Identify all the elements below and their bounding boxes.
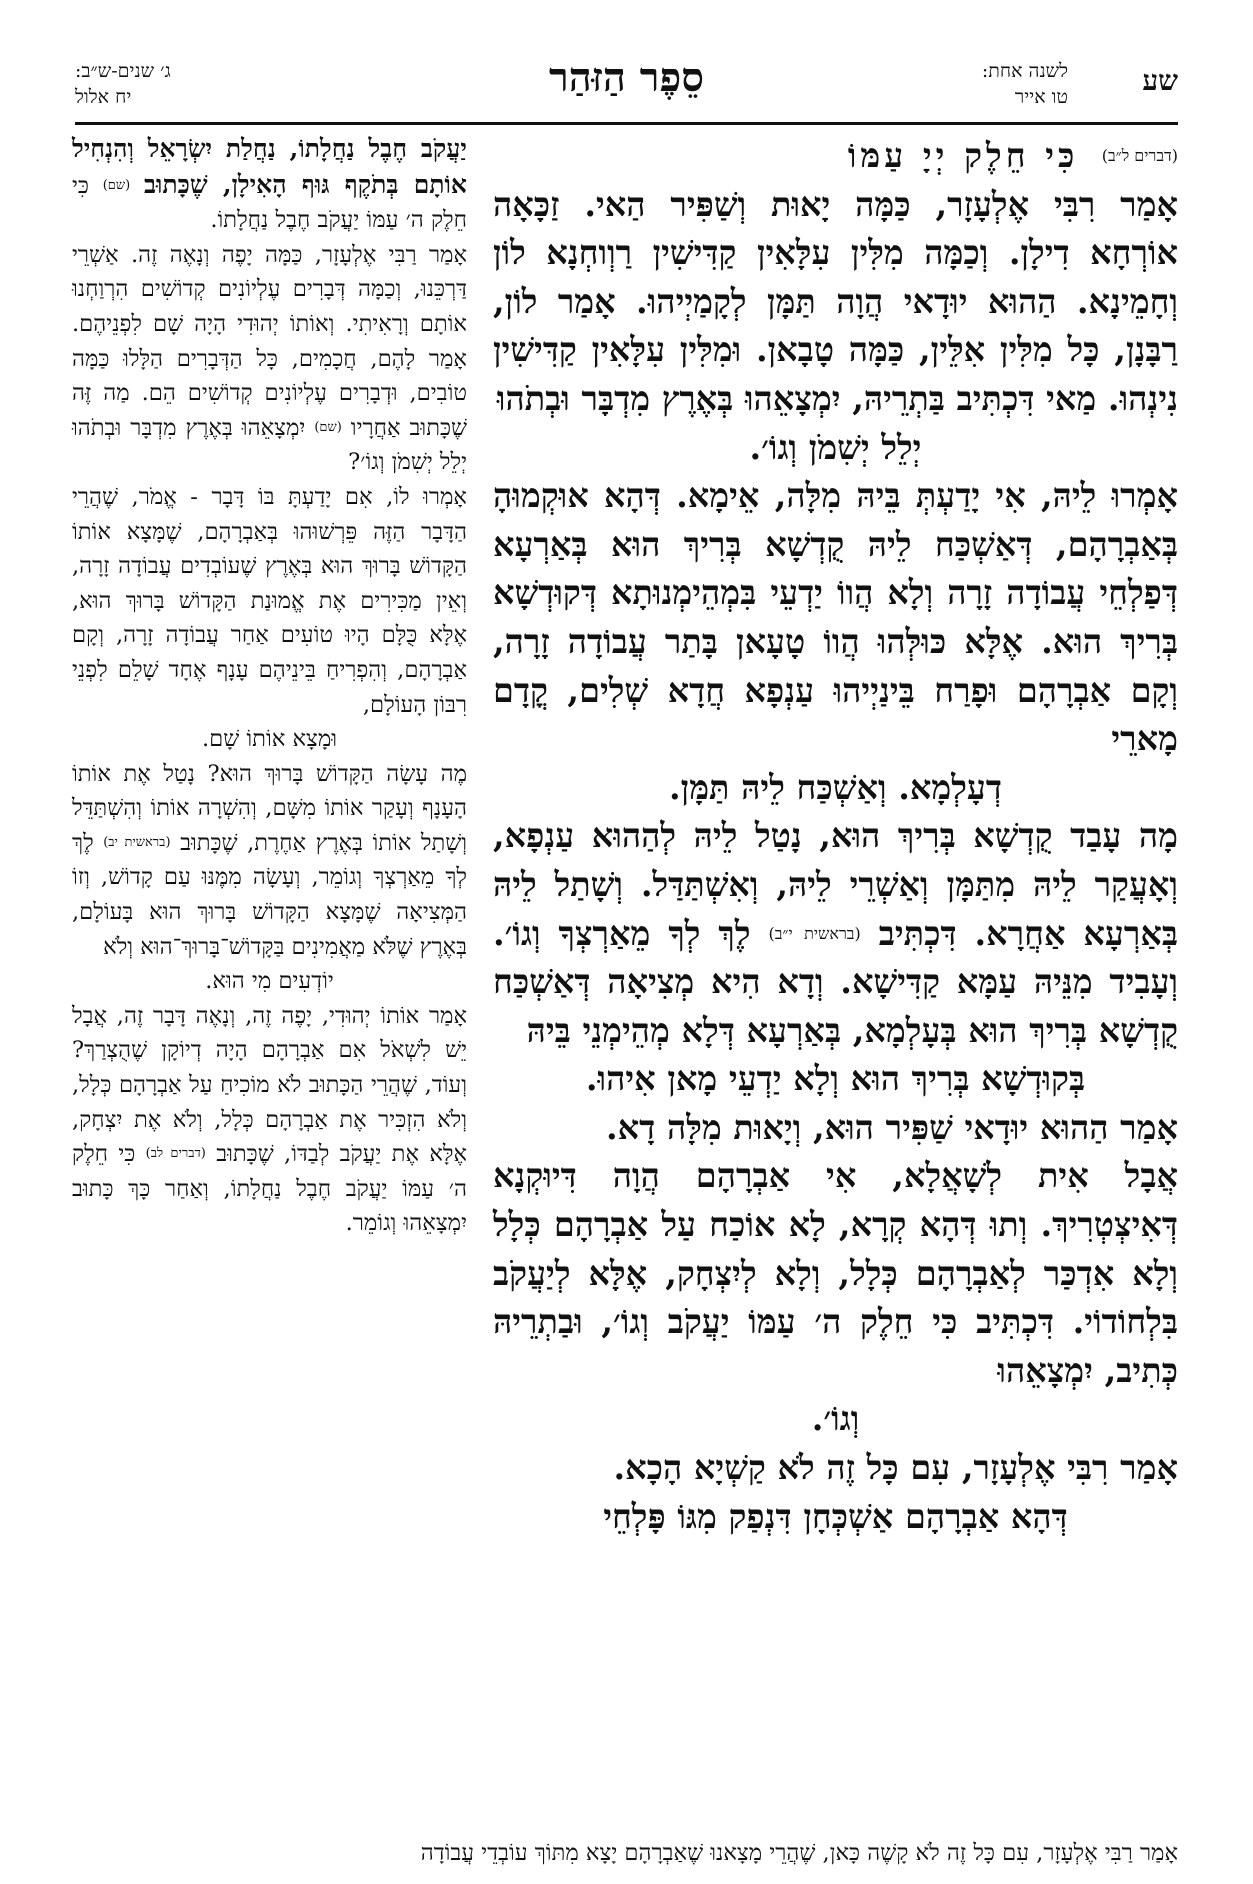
paragraph: אָמַר רִבִּי אֶלְעָזָר, עִם כָּל זֶה לֹא קַשְׁיָא הָכָא. — [613, 1448, 1178, 1488]
paragraph-text: אָמַר רַבִּי אֶלְעָזָר, כַּמָּה יָפֶה וְנָאֶה זֶה. אַשְׁרֵי דַּרְכֵּנוּ, וְכַמָּה דְּבָרִים עֶלְיוֹנִים קְדוֹשִׁים הִרְוַחְנוּ אוֹתָם וְרָאִיתִי. וְאוֹתוֹ יְהוּדִי הָיָה שָׁם לִפְנֵיהֶם. אָמַר לָהֶם, חֲכָמִים, כָּל הַדְּבָרִים הַלָּלוּ כַּמָּה טוֹבִים, וּדְבָרִים עֶלְיוֹנִים קְדוֹשִׁים הֵם. מַה זֶּה שֶׁכָּתוּב אַחֲרָיו — [72, 241, 468, 441]
paragraph-text: מָה עָבַד קֻדְשָׁא בְּרִיךְ הוּא, נָטַל לֵיהּ לְהַהוּא עַנְפָא, וְאָעֲקַר לֵיהּ מִתַּמָּן וְאַשְׁרֵי לֵיהּ, וְאִשְׁתַּדַּל. וְשָׁתַל לֵיהּ בְּאַרְעָא אַחֲרָא. דִּכְתִּיב — [493, 816, 1178, 953]
paragraph-text: אָמַר אוֹתוֹ יְהוּדִי, יָפֶה זֶה, וְנָאֶה דָּבָר זֶה, אֲבָל יֵשׁ לִשְׁאֹל אִם אַבְרָהָם הָיָה דְיוֹקָן שֶׁהֻצְרַךְ? וְעוֹד, שֶׁהֲרֵי הַכָּתוּב לֹא מוֹכִיחַ עַל אַבְרָהָם כְּלָל, וְלֹא הִזְכִּיר אֶת אַבְרָהָם כְּלָל, וְלֹא אֶת יִצְחָק, אֶלָּא אֶת יַעֲקֹב לְבַדּוֹ, שֶׁכָּתוּב — [72, 1002, 468, 1168]
paragraph-text: כִּי חֵלֶק ה׳ עַמּוֹ יַעֲקֹב חֶבֶל נַחֲלָתוֹ. — [72, 172, 467, 234]
paragraph-end: בְּקוּדְשָׁא בְּרִיךְ הוּא וְלָא יַדְעֵי מָאן אִיהוּ. — [585, 1059, 1086, 1099]
paragraph-continued: דְּהָא אַבְרָהָם אַשְׁכְּחָן דִּנְפַק מִגּוֹ פָּלְחֵי — [603, 1496, 1068, 1536]
paragraph — [72, 999, 467, 1241]
paragraph-text: מֶה עָשָׂה הַקָּדוֹשׁ בָּרוּךְ הוּא? נָטַל אֶת אוֹתוֹ הָעָנָף וְעָקַר אוֹתוֹ מִשָּׁם, וְהִשְׁרָה אוֹתוֹ וְהִשְׁתַּדֵּל וְשָׁתַל אוֹתוֹ בְּאֶרֶץ אַחֶרֶת, שֶׁכָּתוּב — [72, 760, 468, 856]
citation: (בראשית יב) — [103, 834, 171, 850]
page-number: שע — [1142, 64, 1178, 97]
verse-head: כִּי חֵלֶק יְיָ עַמּוֹ — [847, 136, 1079, 175]
paragraph-end: דְעָלְמָא. וְאַשְׁכַּח לֵיהּ תַּמָּן. — [669, 767, 1002, 807]
paragraph-end: יוֹדְעִים מִי הוּא. — [205, 968, 334, 995]
paragraph: אָמְרוּ לוֹ, אִם יָדַעְתָּ בּוֹ דָּבָר - אֱמֹר, שֶׁהֲרֵי הַדָּבָר הַזֶּה פֵּרְשׁוּהוּ בְּאַבְרָהָם, שֶׁמָּצָא אוֹתוֹ הַקָּדוֹשׁ בָּרוּךְ הוּא בְּאֶרֶץ שֶׁעוֹבְדִים עֲבוֹדָה זָרָה, וְאֵין מַכִּירִים אֶת אֱמוּנַת הַקָּדוֹשׁ בָּרוּךְ הוּא, אֶלָּא כֻּלָּם הָיוּ טוֹעִים אַחַר עֲבוֹדָה זָרָה, וְקָם אַבְרָהָם, וְהִפְרִיחַ בֵּינֵיהֶם עָנָף אֶחָד שָׁלֵם לִפְנֵי רִבּוֹן הָעוֹלָם, — [72, 483, 467, 718]
paragraph — [72, 238, 467, 480]
paragraph-end: וְגוֹ׳. — [811, 1399, 860, 1439]
citation: (דברים לב) — [145, 1146, 206, 1162]
paragraph — [493, 812, 1178, 1055]
paragraph-text: אָמַר רִבִּי אֶלְעָזָר, כַּמָּה יָאוּת וְשַׁפִּיר הַאי. זַכָּאָה אוֹרְחָא דִילָן. וְכַמָּה מִלִּין עִלָּאִין קַדִּישִׁין רַוְוחְנָא לוֹן וְחָמֵינָא. הַהוּא יוּדָאי הֲוָה תַּמָּן לְקָמַיְיהוּ. אָמַר לוֹן, רַבָּנָן, כָּל מִלִּין אִלֵּין, כַּמָּה טָבָאן. וּמִלִּין עִלָּאִין קַדִּישִׁין נִינְהוּ. מַאי דִּכְתִּיב בַּתְרֵיהּ, יִמְצָאֵהוּ בְּאֶרֶץ מִדְבָּר וּבְתֹהוּ — [493, 184, 1178, 418]
three-year-date: יח אלול — [75, 86, 132, 108]
paragraph-text: לֶךְ לְךָ מֵאַרְצְךָ וְגוֹמֵר, וְעָשָׂה מִמֶּנּוּ עַם קָדוֹשׁ, וְזוֹ הַמְּצִיאָה שֶׁמָּצָא הַקָּדוֹשׁ בָּרוּךְ הוּא בָּעוֹלָם, בְּאֶרֶץ שֶׁלֹּא מַאֲמִינִים בַּקָּדוֹשׁ־בָּרוּךְ־הוּא וְלֹא — [72, 829, 467, 960]
page-header — [75, 50, 1178, 125]
paragraph-text: כִּי חֵלֶק ה׳ עַמּוֹ יַעֲקֹב חֶבֶל נַחֲלָתוֹ, וְאַחַר כָּךְ כָּתוּב יִמְצָאֵהוּ וְגוֹמֵר. — [72, 1141, 467, 1237]
one-year-date: טו אייר — [1014, 86, 1068, 108]
citation: (דברים ל״ב) — [1101, 146, 1178, 165]
citation: (שם) — [314, 419, 342, 435]
paragraph-text: אֲבָל אִית לְשָׁאֲלָא, אִי אַבְרָהָם הֲוָה דִּיוּקְנָא דְּאִיצְטְרִיךְ. וְתוּ דְּהָא קְרָא, לָא אוֹכַח עַל אַבְרָהָם כְּלָל וְלָא אִדְכַּר לְאַבְרָהָם כְּלָל, וְלָא לְיִצְחָק, אֶלָּא לְיַעֲקֹב בִּלְחוֹדוֹי. דִּכְתִּיב כִּי חֵלֶק ה׳ עַמּוֹ יַעֲקֹב וְגוֹ׳, וּבַתְרֵיהּ כְּתִיב, יִמְצָאֵהוּ — [493, 1156, 1178, 1390]
aramaic-text-column — [493, 132, 1178, 1541]
paragraph-text: לֶךְ לְךָ מֵאַרְצְךָ וְגוֹ׳. וְעָבִיד מִנֵּיהּ עַמָּא קַדִּישָׁא. וְדָא הִיא מְצִיאָה דְּאַשְׁכַּח קֻדְשָׁא בְּרִיךְ הוּא בְּעָלְמָא, בְּאַרְעָא דְּלָא מְהֵימְנֵי בֵּיהּ — [493, 913, 1178, 1050]
paragraph-text: יִמְצָאֵהוּ בְּאֶרֶץ מִדְבָּר וּבְתֹהוּ יְלֵל יְשִׁמֹן וְגוֹ׳? — [72, 414, 467, 476]
book-title: סֵפֶר הַזּהַר — [549, 54, 704, 101]
hebrew-translation-column — [72, 132, 467, 1241]
daily-study-three-years — [75, 58, 171, 110]
verse-heading — [493, 132, 1178, 181]
verse-translation — [72, 132, 467, 238]
paragraph-end: וּמָצָא אוֹתוֹ שָׁם. — [201, 726, 338, 753]
paragraph-text: אָמְרוּ לֵיהּ, אִי יָדַעְתְּ בֵּיהּ מִלָּה, אֵימָא. דְּהָא אוּקְמוּהָ בְּאַבְרָהָם, דְּאַשְׁכַּח לֵיהּ קֻדְשָׁא בְּרִיךְ הוּא בְּאַרְעָא דְּפַלְחֵי עֲבוֹדָה זָרָה וְלָא הֲווֹ יַדְעֵי בִּמְהֵימְנוּתָא דְּקוּדְשָׁא בְּרִיךְ הוּא. אֶלָּא כּוּלְּהוּ הֲווֹ טָעָאן בָּתַר עֲבוֹדָה זָרָה, וְקָם אַבְרָהָם וּפָרַח בֵּינַיְיהוּ עַנְפָא חֲדָא שְׁלִים, קֳדָם מָארֵי — [493, 476, 1178, 759]
paragraph-end: יְלֵל יְשִׁמֹן וְגוֹ׳. — [749, 427, 922, 467]
three-year-label: ג׳ שנים-ש״ב: — [75, 60, 171, 82]
paragraph — [493, 1152, 1178, 1395]
citation: (שם) — [102, 177, 131, 193]
paragraph — [493, 472, 1178, 764]
paragraph — [493, 181, 1178, 424]
verse-head: יַעֲקֹב חֶבֶל נַחֲלָתוֹ, נַחֲלַת יִשְׂרָאֵל וְהִנְחִיל אוֹתָם בְּתֹקֶף גּוּף הָאִילָן, שֶׁכָּתוּב — [72, 134, 467, 199]
paragraph: אָמַר הַהוּא יוּדָאי שַׁפִּיר הוּא, וְיָאוּת מִלָּה דָא. — [606, 1107, 1178, 1147]
one-year-label: לשנה אחת: — [981, 60, 1068, 82]
paragraph — [72, 757, 467, 965]
bottom-continuation-line: אָמַר רַבִּי אֶלְעָזָר, עִם כָּל זֶה לֹא קָשֶׁה כָּאן, שֶׁהֲרֵי מָצָאנוּ שֶׁאַבְרָהָם יָצָא מִתּוֹךְ עוֹבְדֵי עֲבוֹדָה — [420, 1840, 1178, 1866]
citation: (בראשית י״ב) — [768, 923, 861, 943]
